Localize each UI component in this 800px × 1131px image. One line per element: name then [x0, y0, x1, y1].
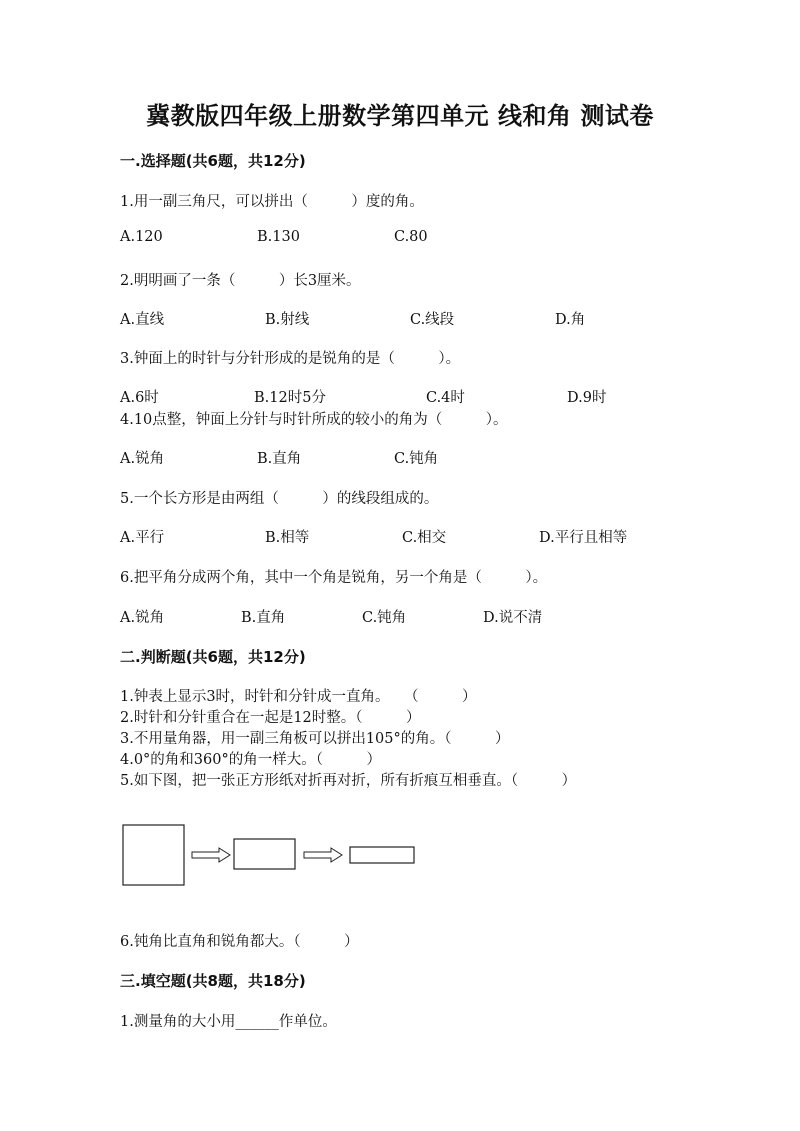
square-paper-shape — [123, 825, 184, 885]
option-c: C.80 — [394, 229, 428, 245]
question-text: 5.一个长方形是由两组（ ）的线段组成的。 — [120, 491, 439, 507]
option-a: A.直线 — [120, 312, 165, 328]
section-heading-choice: 一.选择题(共6题，共12分) — [120, 152, 306, 170]
option-b: B.射线 — [265, 312, 310, 328]
option-a: A.锐角 — [120, 610, 165, 626]
question-text: 1.测量角的大小用______作单位。 — [120, 1014, 337, 1030]
folded-once-rectangle — [234, 839, 295, 869]
question-text: 6.把平角分成两个角，其中一个角是锐角，另一个角是（ ）。 — [120, 570, 548, 586]
option-a: A.120 — [120, 229, 163, 245]
option-a: A.平行 — [120, 530, 165, 546]
section-heading-fill-blank: 三.填空题(共8题，共18分) — [120, 972, 306, 990]
folded-twice-rectangle — [350, 847, 414, 863]
option-c: C.线段 — [410, 312, 455, 328]
question-text: 5.如下图，把一张正方形纸对折再对折，所有折痕互相垂直。（ ） — [120, 773, 577, 789]
option-d: D.说不清 — [483, 610, 543, 626]
option-b: B.直角 — [241, 610, 286, 626]
page-title: 冀教版四年级上册数学第四单元 线和角 测试卷 — [146, 102, 654, 130]
option-b: B.相等 — [265, 530, 310, 546]
question-text: 4.10点整，钟面上分针与时针所成的较小的角为（ ）。 — [120, 412, 508, 428]
option-a: A.6时 — [120, 390, 159, 406]
question-text: 6.钝角比直角和锐角都大。（ ） — [120, 934, 359, 950]
option-c: C.钝角 — [394, 451, 439, 467]
option-d: D.平行且相等 — [539, 530, 628, 546]
question-text: 2.明明画了一条（ ）长3厘米。 — [120, 273, 361, 289]
option-c: C.4时 — [426, 390, 465, 406]
arrow-right-icon — [304, 848, 342, 862]
option-a: A.锐角 — [120, 451, 165, 467]
arrow-right-icon — [192, 848, 230, 862]
question-text: 4.0°的角和360°的角一样大。（ ） — [120, 752, 381, 768]
section-heading-judgement: 二.判断题(共6题，共12分) — [120, 648, 306, 666]
question-text: 2.时针和分针重合在一起是12时整。（ ） — [120, 710, 421, 726]
option-c: C.钝角 — [362, 610, 407, 626]
question-text: 3.钟面上的时针与分针形成的是锐角的是（ ）。 — [120, 351, 461, 367]
option-b: B.12时5分 — [254, 390, 326, 406]
option-c: C.相交 — [402, 530, 447, 546]
option-d: D.9时 — [567, 390, 607, 406]
question-text: 1.钟表上显示3时，时针和分针成一直角。 （ ） — [120, 689, 477, 705]
option-d: D.角 — [555, 312, 586, 328]
option-b: B.直角 — [257, 451, 302, 467]
question-text: 1.用一副三角尺，可以拼出（ ）度的角。 — [120, 194, 424, 210]
question-text: 3.不用量角器，用一副三角板可以拼出105°的角。（ ） — [120, 731, 510, 747]
option-b: B.130 — [257, 229, 300, 245]
